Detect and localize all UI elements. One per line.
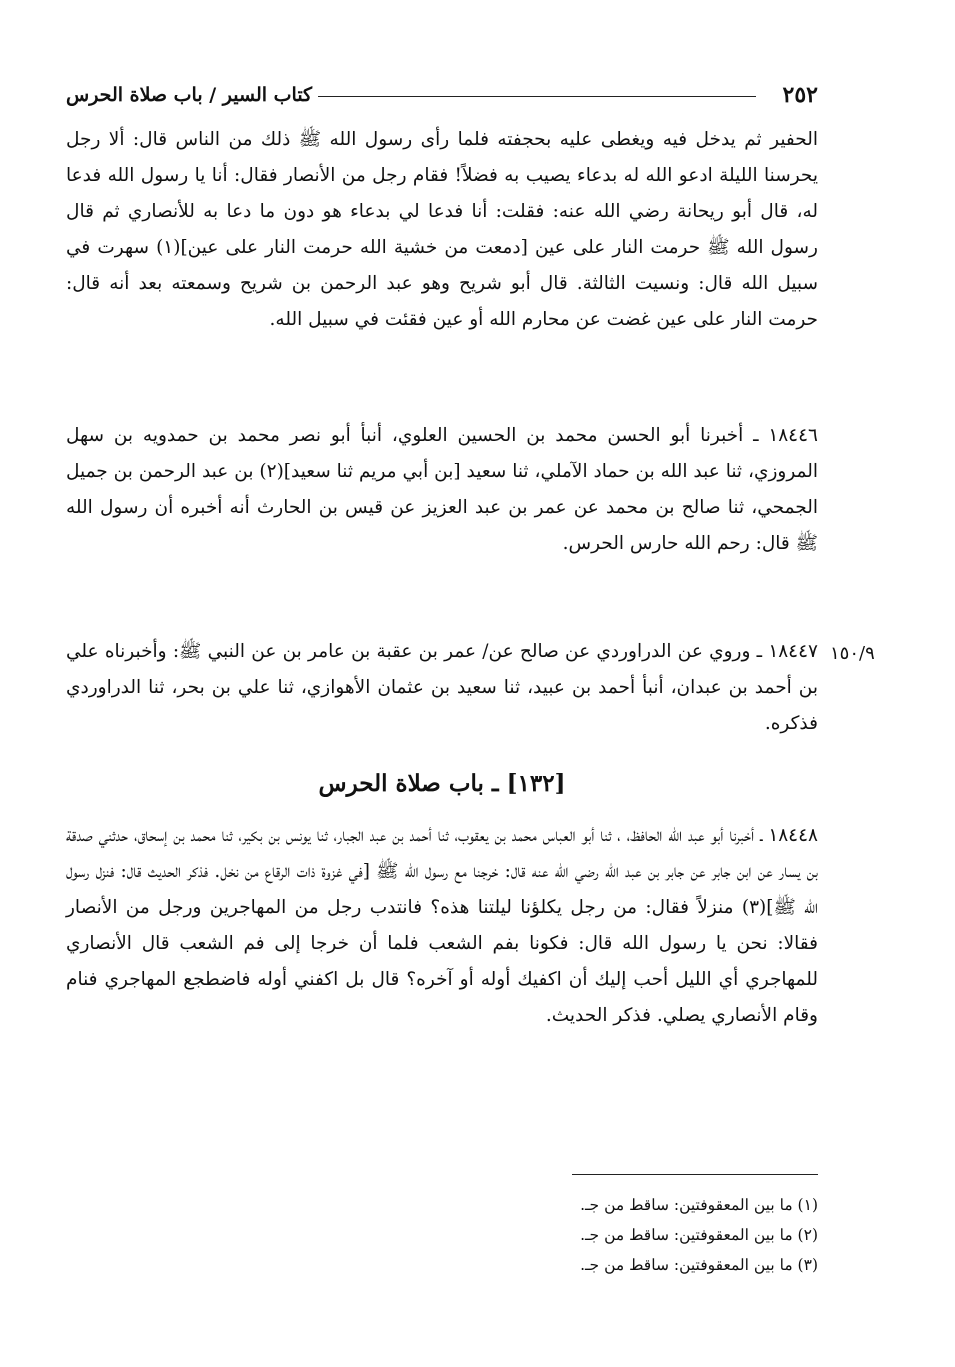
footnote-3: (٣) ما بين المعقوفتين: ساقط من جـ.	[580, 1256, 818, 1274]
paragraph-hadith-18448: ١٨٤٤٨ ـ أخبرنا أبو عبد الله الحافظ، ، ثنا أبو العباس محمد بن يعقوب، ثنا أحمد بن عبد الجبار، ثنا يونس بن بكير، ثنا محمد بن إسحاق، حدثني صدقة بن يسار عن ابن جابر عن جابر بن عبد الله رضي الله عنه قال: خرجنا مع رسول الله ﷺ [في غزوة ذات الرقاع من نخل. فذكر الحديث قال: فنزل رسول الله ﷺ](٣) منزلاً فقال: من رجل يكلؤنا ليلتنا هذه؟ فانتدب رجل من المهاجرين ورجل من الأنصار فقالا: نحن يا رسول الله قال: فكونا بفم الشعب فلما أن خرجا إلى فم الشعب قال الأنصاري للمهاجري أي الليل أحب إليك أن اكفيك أوله أو آخره؟ قال بل اكفني أوله فاضطجع المهاجري فنام وقام الأنصاري يصلي. فذكر الحديث.	[66, 825, 818, 1026]
footnote-rule	[572, 1174, 818, 1175]
footnotes	[400, 1190, 818, 1280]
page-number: ٢٥٢	[782, 82, 818, 108]
header-rule	[318, 96, 756, 97]
page-header	[66, 78, 818, 112]
footnote-2: (٢) ما بين المعقوفتين: ساقط من جـ.	[580, 1226, 818, 1244]
margin-manuscript-reference: ١٥٠/٩	[830, 643, 875, 664]
footnote-1: (١) ما بين المعقوفتين: ساقط من جـ.	[580, 1196, 818, 1214]
running-title: كتاب السير / باب صلاة الحرس	[66, 84, 313, 106]
paragraph-hadith-18447: ١٨٤٤٧ ـ وروي عن الدراوردي عن صالح عن/ عمر بن عقبة بن عامر بن عن النبي ﷺ: وأخبرناه علي بن أحمد بن عبدان، أنبأ أحمد بن عبيد، ثنا سعيد بن عثمان الأهوازي، ثنا علي بن بحر، ثنا الدراوردي فذكره.	[66, 641, 818, 734]
section-heading: [١٣٢] ـ باب صلاة الحرس	[318, 770, 566, 797]
paragraph-1: الحفير ثم يدخل فيه ويغطى عليه بحجفته فلما رأى رسول الله ﷺ ذلك من الناس قال: ألا رجل يحرسنا الليلة ادعو الله له بدعاء يصيب به فضلاً! فقام رجل من الأنصار فقال: أنا يا رسول الله فدعا له، قال أبو ريحانة رضي الله عنه: فقلت: أنا فدعا لي بدعاء هو دون ما دعا به للأنصاري ثم قال رسول الله ﷺ حرمت النار على عين [دمعت من خشية الله حرمت النار على عين](١) سهرت في سبيل الله قال: ونسيت الثالثة. قال أبو شريح وهو عبد الرحمن بن شريح وسمعته بعد أنه قال: حرمت النار على عين غضت عن محارم الله أو عين فقئت في سبيل الله.	[66, 129, 818, 330]
paragraph-hadith-18446: ١٨٤٤٦ ـ أخبرنا أبو الحسن محمد بن الحسين العلوي، أنبأ أبو نصر محمد بن حمدويه بن سهل المروزي، ثنا عبد الله بن حماد الآملي، ثنا سعيد [بن أبي مريم ثنا سعيد](٢) بن عبد الرحمن بن جميل الجمحي، ثنا صالح بن محمد عن عمر بن عبد العزيز عن قيس بن الحارث أنه أخبره أن رسول الله ﷺ قال: رحم الله حارس الحرس.	[66, 425, 818, 554]
